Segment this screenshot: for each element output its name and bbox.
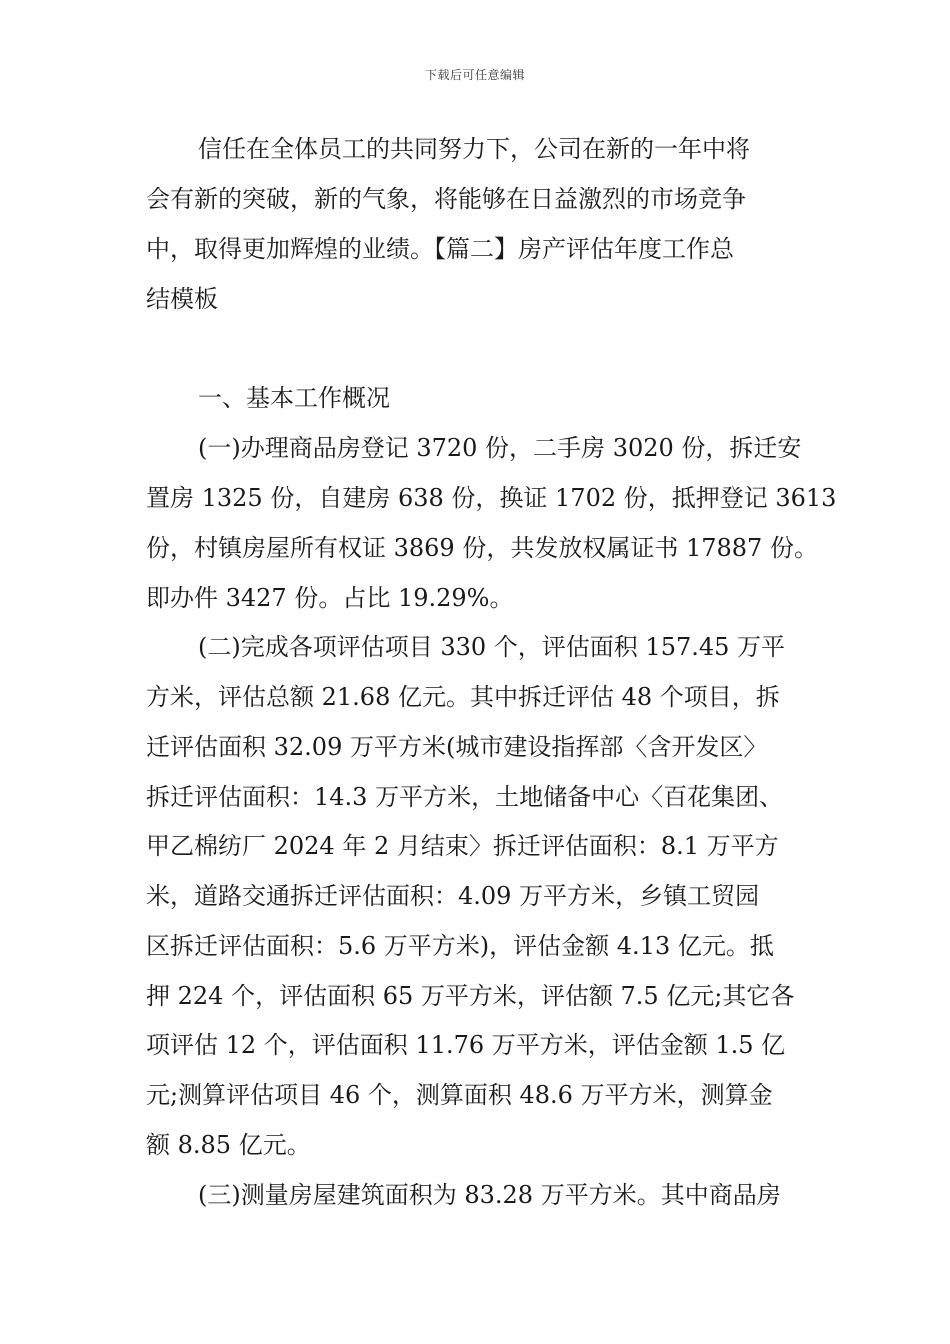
paragraph-line: 迁评估面积 32.09 万平方米(城市建设指挥部〈含开发区〉 bbox=[146, 733, 768, 761]
section-heading: 一、基本工作概况 bbox=[198, 384, 390, 412]
paragraph-line: 结模板 bbox=[146, 285, 218, 313]
paragraph-line: 甲乙棉纺厂 2024 年 2 月结束〉拆迁评估面积：8.1 万平方 bbox=[146, 832, 779, 860]
paragraph-line: 份，村镇房屋所有权证 3869 份，共发放权属证书 17887 份。 bbox=[146, 534, 818, 562]
paragraph-line: 置房 1325 份，自建房 638 份，换证 1702 份，抵押登记 3613 bbox=[146, 484, 837, 512]
paragraph-line: 即办件 3427 份。占比 19.29%。 bbox=[146, 584, 514, 612]
paragraph-line: 中，取得更加辉煌的业绩。【篇二】房产评估年度工作总 bbox=[146, 235, 734, 263]
paragraph-line: 米，道路交通拆迁评估面积：4.09 万平方米，乡镇工贸园 bbox=[146, 882, 760, 910]
paragraph-line: 会有新的突破，新的气象，将能够在日益激烈的市场竞争 bbox=[146, 185, 746, 213]
paragraph-line: 押 224 个，评估面积 65 万平方米，评估额 7.5 亿元;其它各 bbox=[146, 982, 795, 1010]
paragraph-line: 信任在全体员工的共同努力下，公司在新的一年中将 bbox=[198, 135, 750, 163]
paragraph-line: (三)测量房屋建筑面积为 83.28 万平方米。其中商品房 bbox=[198, 1181, 781, 1209]
paragraph-line: (二)完成各项评估项目 330 个，评估面积 157.45 万平 bbox=[198, 633, 786, 661]
page-header: 下载后可任意编辑 bbox=[424, 68, 525, 82]
paragraph-line: 元;测算评估项目 46 个，测算面积 48.6 万平方米，测算金 bbox=[146, 1081, 773, 1109]
paragraph-line: 拆迁评估面积：14.3 万平方米，土地储备中心〈百花集团、 bbox=[146, 783, 784, 811]
paragraph-line: 区拆迁评估面积：5.6 万平方米)，评估金额 4.13 亿元。抵 bbox=[146, 932, 774, 960]
paragraph-line: 方米，评估总额 21.68 亿元。其中拆迁评估 48 个项目，拆 bbox=[146, 683, 780, 711]
paragraph-line: (一)办理商品房登记 3720 份，二手房 3020 份，拆迁安 bbox=[198, 434, 802, 462]
paragraph-line: 项评估 12 个，评估面积 11.76 万平方米，评估金额 1.5 亿 bbox=[146, 1031, 786, 1059]
paragraph-line: 额 8.85 亿元。 bbox=[146, 1131, 311, 1159]
